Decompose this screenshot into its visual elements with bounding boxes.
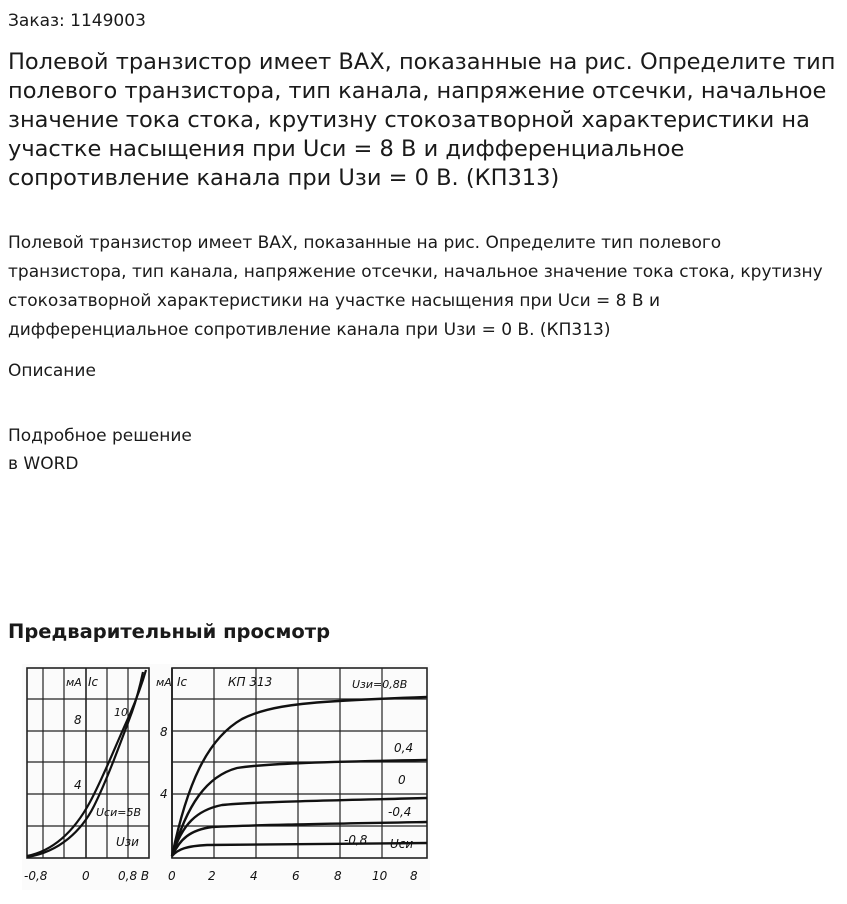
- left-x-axis-label: Uзи: [116, 835, 139, 849]
- left-uds-label: Ucи=5В: [96, 806, 142, 819]
- solution-info: [8, 422, 192, 478]
- right-x-tick-8: 8: [334, 869, 342, 883]
- right-y-axis-label: Ic: [177, 675, 188, 689]
- right-x-tick-10: 10: [372, 869, 388, 883]
- left-y-axis-label: Ic: [88, 675, 99, 689]
- page-title: Полевой транзистор имеет ВАХ, показанные на рис. Определите тип полевого транзистора, тип канала, напряжение отсечки, начальное значение тока стока, крутизну стокозатворной характеристики на участке насыщения при Uси = 8 В и дифференциальное сопротивление канала при Uзи = 0 В. (КП313): [8, 49, 836, 191]
- transistor-characteristics-scan: [22, 664, 430, 890]
- left-plot-grid: [27, 668, 149, 858]
- solution-line-2: в WORD: [8, 454, 79, 474]
- description-label: Описание: [8, 361, 96, 381]
- left-y-tick-8: 8: [74, 713, 82, 727]
- right-curve-label-neg-0-4: -0,4: [388, 805, 412, 819]
- right-curve-label-neg-0-8: -0,8: [344, 833, 368, 847]
- solution-line-1: Подробное решение: [8, 426, 192, 446]
- right-x-tick-0: 0: [168, 869, 176, 883]
- order-number: Заказ: 1149003: [8, 11, 146, 31]
- preview-image: [22, 664, 430, 890]
- right-x-tick-4: 4: [250, 869, 258, 883]
- right-x-tick-6: 6: [292, 869, 300, 883]
- right-model-label: КП 313: [228, 675, 273, 689]
- right-x-tick-2: 2: [208, 869, 216, 883]
- left-x-tick-neg: -0,8: [24, 869, 48, 883]
- preview-heading: Предварительный просмотр: [8, 620, 331, 643]
- right-y-tick-8: 8: [160, 725, 168, 739]
- right-plot-curves: [172, 697, 427, 856]
- left-y-tick-4: 4: [74, 778, 82, 792]
- left-x-tick-pos: 0,8 В: [118, 869, 150, 883]
- task-description: Полевой транзистор имеет ВАХ, показанные на рис. Определите тип полевого транзистора, тип канала, напряжение отсечки, начальное значение тока стока, крутизну стокозатворной характеристики на участке насыщения при Uси = 8 В и дифференциальное сопротивление канала при Uзи = 0 В. (КП313): [8, 233, 823, 340]
- right-x-axis-label: Ucи: [390, 837, 414, 851]
- right-x-tick-end: 8: [410, 869, 418, 883]
- left-curve-label: 10: [114, 706, 128, 719]
- right-y-tick-4: 4: [160, 787, 168, 801]
- left-unit-label: мА: [66, 676, 82, 689]
- right-unit-label: мА: [156, 676, 172, 689]
- left-x-tick-zero: 0: [82, 869, 90, 883]
- right-curve-label-0-8: Uзи=0,8В: [352, 678, 408, 691]
- right-curve-label-0-4: 0,4: [394, 741, 414, 755]
- right-curve-label-0: 0: [398, 773, 406, 787]
